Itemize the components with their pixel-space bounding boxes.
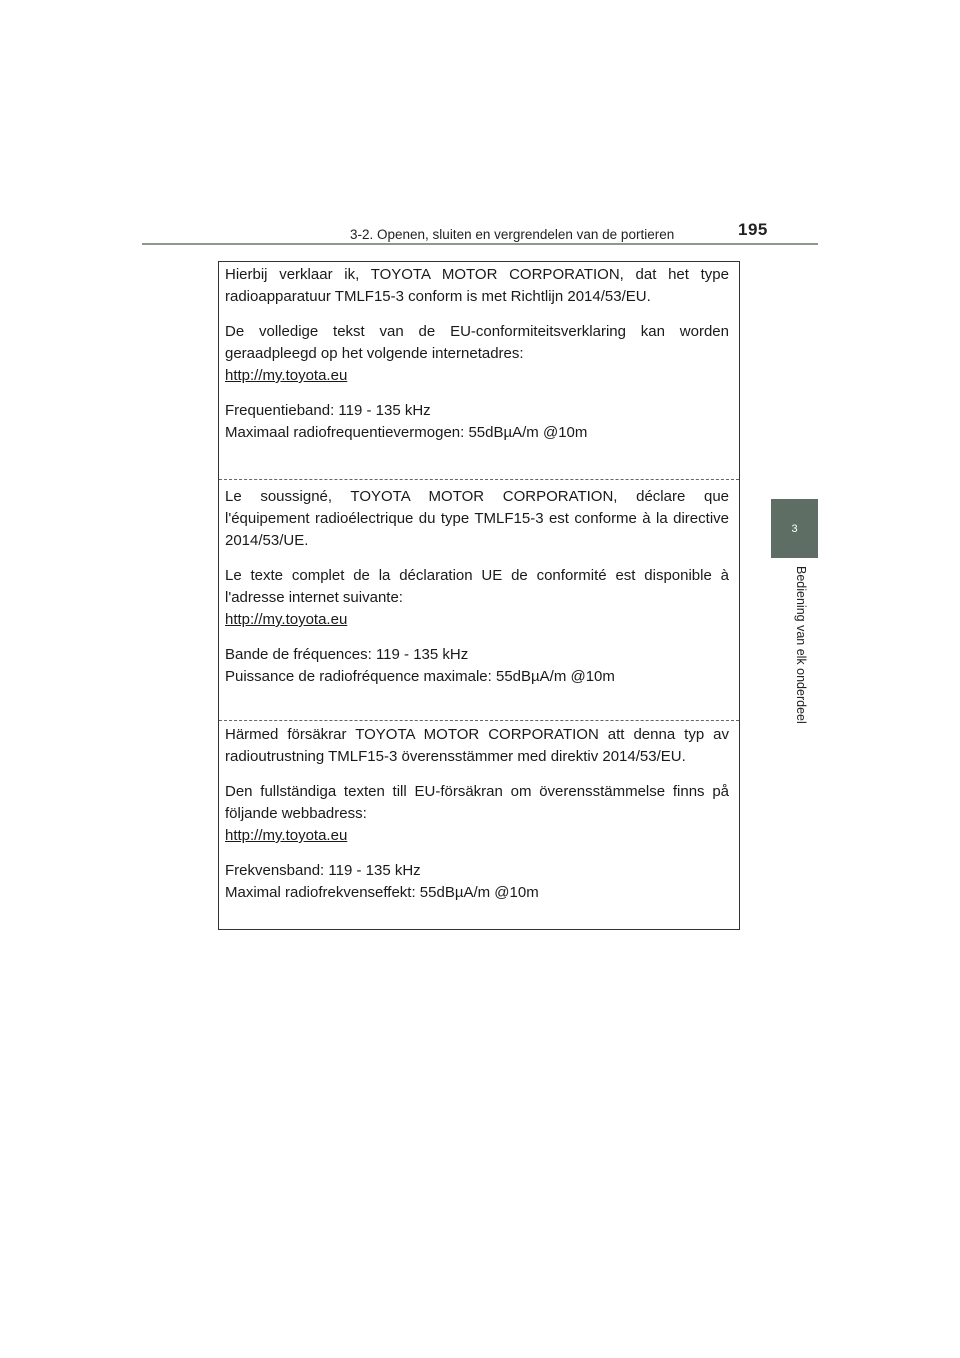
frequency-band: Frekvensband: 119 - 135 kHz [225,862,421,879]
declaration-text: Le soussigné, TOYOTA MOTOR CORPORATION, déclare que l'équipement radioélectrique du type TMLF15-3 est conforme à la directive 2014/53/UE. [225,488,729,549]
declaration-link[interactable]: http://my.toyota.eu [225,611,348,628]
full-text-notice: Le texte complet de la déclaration UE de conformité est disponible à l'adresse internet suivante: [225,567,729,606]
chapter-tab [771,499,818,558]
frequency-band: Bande de fréquences: 119 - 135 kHz [225,646,469,663]
section-title: 3-2. Openen, sluiten en vergrendelen van de portieren [350,227,675,242]
declaration-link[interactable]: http://my.toyota.eu [225,367,348,384]
page-number: 195 [738,220,768,239]
conformity-declaration-box [218,261,740,930]
chapter-number: 3 [791,522,798,535]
declaration-text: Hierbij verklaar ik, TOYOTA MOTOR CORPORATION, dat het type radioapparatuur TMLF15-3 conform is met Richtlijn 2014/53/EU. [225,266,729,305]
section-divider [219,720,739,721]
header-divider [142,243,818,245]
section-divider [219,479,739,480]
frequency-band: Frequentieband: 119 - 135 kHz [225,402,431,419]
chapter-label: Bediening van elk onderdeel [794,566,808,724]
section-swedish [225,724,729,904]
max-power: Maximal radiofrekvenseffekt: 55dBµA/m @10m [225,884,539,901]
section-dutch [225,264,729,444]
declaration-text: Härmed försäkrar TOYOTA MOTOR CORPORATION att denna typ av radioutrustning TMLF15-3 överensstämmer med direktiv 2014/53/EU. [225,726,729,765]
full-text-notice: De volledige tekst van de EU-conformiteitsverklaring kan worden geraadpleegd op het volgende internetadres: [225,323,729,362]
max-power: Maximaal radiofrequentievermogen: 55dBµA/m @10m [225,424,588,441]
section-french [225,486,729,688]
max-power: Puissance de radiofréquence maximale: 55dBµA/m @10m [225,668,615,685]
declaration-link[interactable]: http://my.toyota.eu [225,827,348,844]
full-text-notice: Den fullständiga texten till EU-försäkran om överensstämmelse finns på följande webbadress: [225,783,729,822]
